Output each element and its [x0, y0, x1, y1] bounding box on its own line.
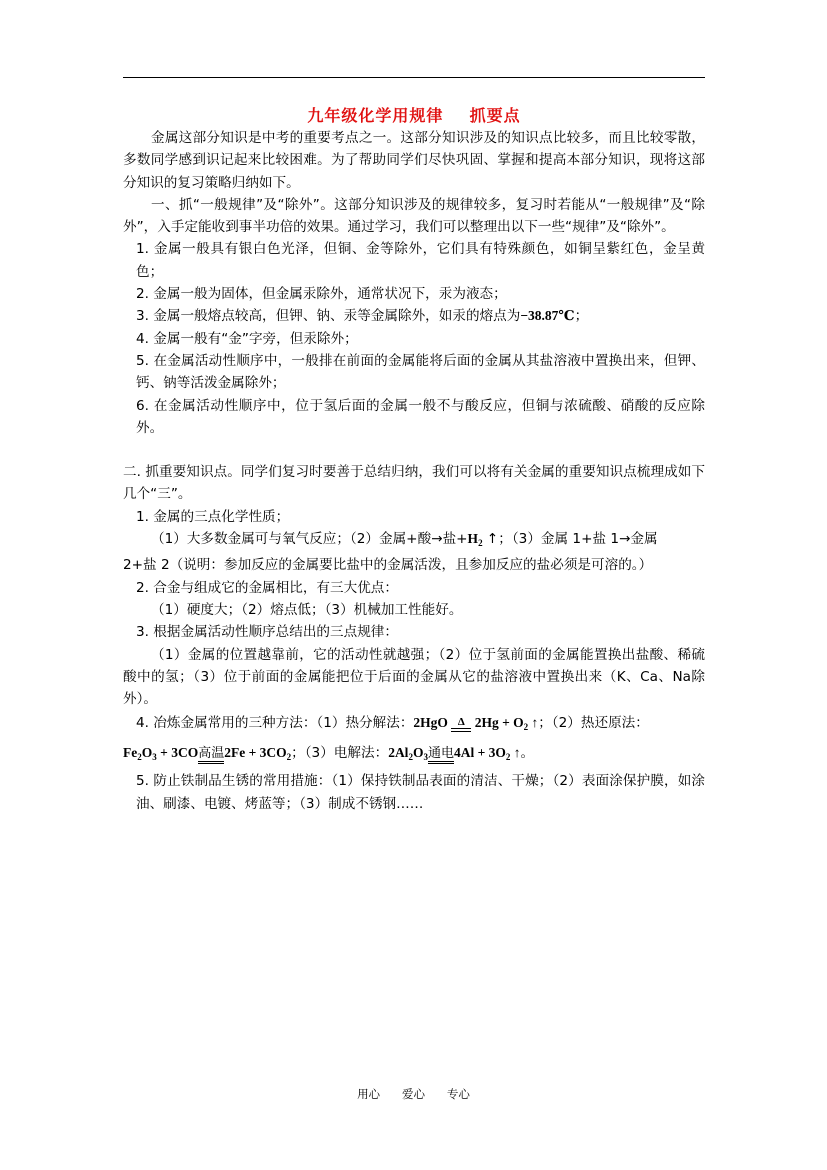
- up-arrow-icon: ↑: [482, 531, 499, 548]
- section2-point-3-title: 3. 根据金属活动性顺序总结出的三点规律：: [136, 624, 398, 641]
- section2-point-4: [123, 710, 705, 770]
- point-4-text-c: ；（3）电解法：: [291, 745, 389, 762]
- section1-item-5: 5. 在金属活动性顺序中，一般排在前面的金属能将后面的金属从其盐溶液中置换出来，但钾、钙、钠等活泼金属除外；: [136, 352, 705, 392]
- equation-al2o3: $2Al_2O_3$通电$4Al + 3O_2$ ↑: [388, 745, 521, 763]
- electrolysis-condition: 通电: [428, 746, 454, 764]
- section1-heading: 一、抓“一般规律”及“除外”。这部分知识涉及的规律较多，复习时若能从“一般规律”及“除外”，入手定能收到事半功倍的效果。通过学习，我们可以整理出以下一些“规律”及“除外”。: [123, 196, 705, 236]
- heat-condition: Δ: [451, 717, 471, 732]
- document-body: [123, 127, 705, 815]
- point-1-text-d: 金属: [630, 531, 658, 548]
- intro-paragraph: 金属这部分知识是中考的重要考点之一。这部分知识涉及的知识点比较多，而且比较零散，多数同学感到识记起来比较困难。为了帮助同学们尽快巩固、掌握和提高本部分知识，现将这部分知识的复习策略归纳如下。: [123, 130, 705, 191]
- header-rule: [123, 77, 705, 78]
- arrow-icon: →: [619, 531, 631, 548]
- h2-formula: $H_2$: [467, 531, 483, 549]
- section2-point-2-title: 2. 合金与组成它的金属相比，有三大优点：: [136, 579, 398, 596]
- equation-hgo: 2HgO Δ $2Hg + O_2$ ↑: [413, 715, 539, 733]
- mercury-melting-point: −38.87℃: [520, 308, 575, 324]
- section1-item-3: [123, 305, 705, 327]
- section1-item-6: 6. 在金属活动性顺序中，位于氢后面的金属一般不与酸反应，但铜与浓硫酸、硝酸的反应除外。: [136, 397, 705, 436]
- section-gap: [123, 439, 705, 461]
- section2-heading: 二. 抓重要知识点。同学们复习时要善于总结归纳，我们可以将有关金属的重要知识点梳理成如下几个“三”。: [123, 464, 705, 503]
- section1-item-4: 4. 金属一般有“金”字旁，但汞除外；: [136, 330, 358, 347]
- page-title: 九年级化学用规律 抓要点: [307, 106, 521, 125]
- page-footer: 用心 爱心 专心: [357, 1087, 470, 1101]
- point-1-text-b: 盐+: [442, 531, 468, 548]
- item-3-end: ；: [574, 308, 589, 325]
- section2-point-1-body: [123, 528, 705, 577]
- point-1-text-a: （1）大多数金属可与氧气反应；（2）金属+酸: [151, 531, 432, 548]
- section2-point-2-body: （1）硬度大；（2）熔点低；（3）机械加工性能好。: [151, 601, 463, 618]
- section2-point-3-body: （1）金属的位置越靠前，它的活动性就越强；（2）位于氢前面的金属能置换出盐酸、稀硫酸中的氢；（3）位于前面的金属能把位于后面的金属从它的盐溶液中置换出来（K、Ca、Na除外）。: [123, 646, 705, 708]
- item-3-text: 3. 金属一般熔点较高，但钾、钠、汞等金属除外，如汞的熔点为: [136, 308, 521, 325]
- point-4-text-b: ；（2）热还原法：: [538, 715, 649, 732]
- equation-fe2o3: $Fe_2O_3 + 3CO$高温$2Fe + 3CO_2$: [123, 745, 292, 763]
- section2-point-1-title: 1. 金属的三点化学性质；: [136, 508, 290, 525]
- high-temp-condition: 高温: [198, 746, 224, 764]
- point-4-text-d: 。: [520, 745, 535, 762]
- section1-item-1: 1. 金属一般具有银白色光泽，但铜、金等除外，它们具有特殊颜色，如铜呈紫红色，金呈黄色；: [136, 241, 705, 280]
- point-1-text-c: ；（3）金属 1+盐 1: [498, 531, 620, 548]
- section1-item-2: 2. 金属一般为固体，但金属汞除外，通常状况下，汞为液态；: [136, 286, 507, 303]
- point-1-text-e: 2+盐 2（说明：参加反应的金属要比盐中的金属活泼，且参加反应的盐必须是可溶的。）: [123, 557, 653, 574]
- point-4-text-a: 4. 冶炼金属常用的三种方法：（1）热分解法：: [136, 715, 414, 732]
- arrow-icon: →: [431, 531, 443, 548]
- section2-point-5: 5. 防止铁制品生锈的常用措施：（1）保持铁制品表面的清洁、干燥；（2）表面涂保护膜，如涂油、刷漆、电镀、烤蓝等；（3）制成不锈钢……: [136, 773, 705, 812]
